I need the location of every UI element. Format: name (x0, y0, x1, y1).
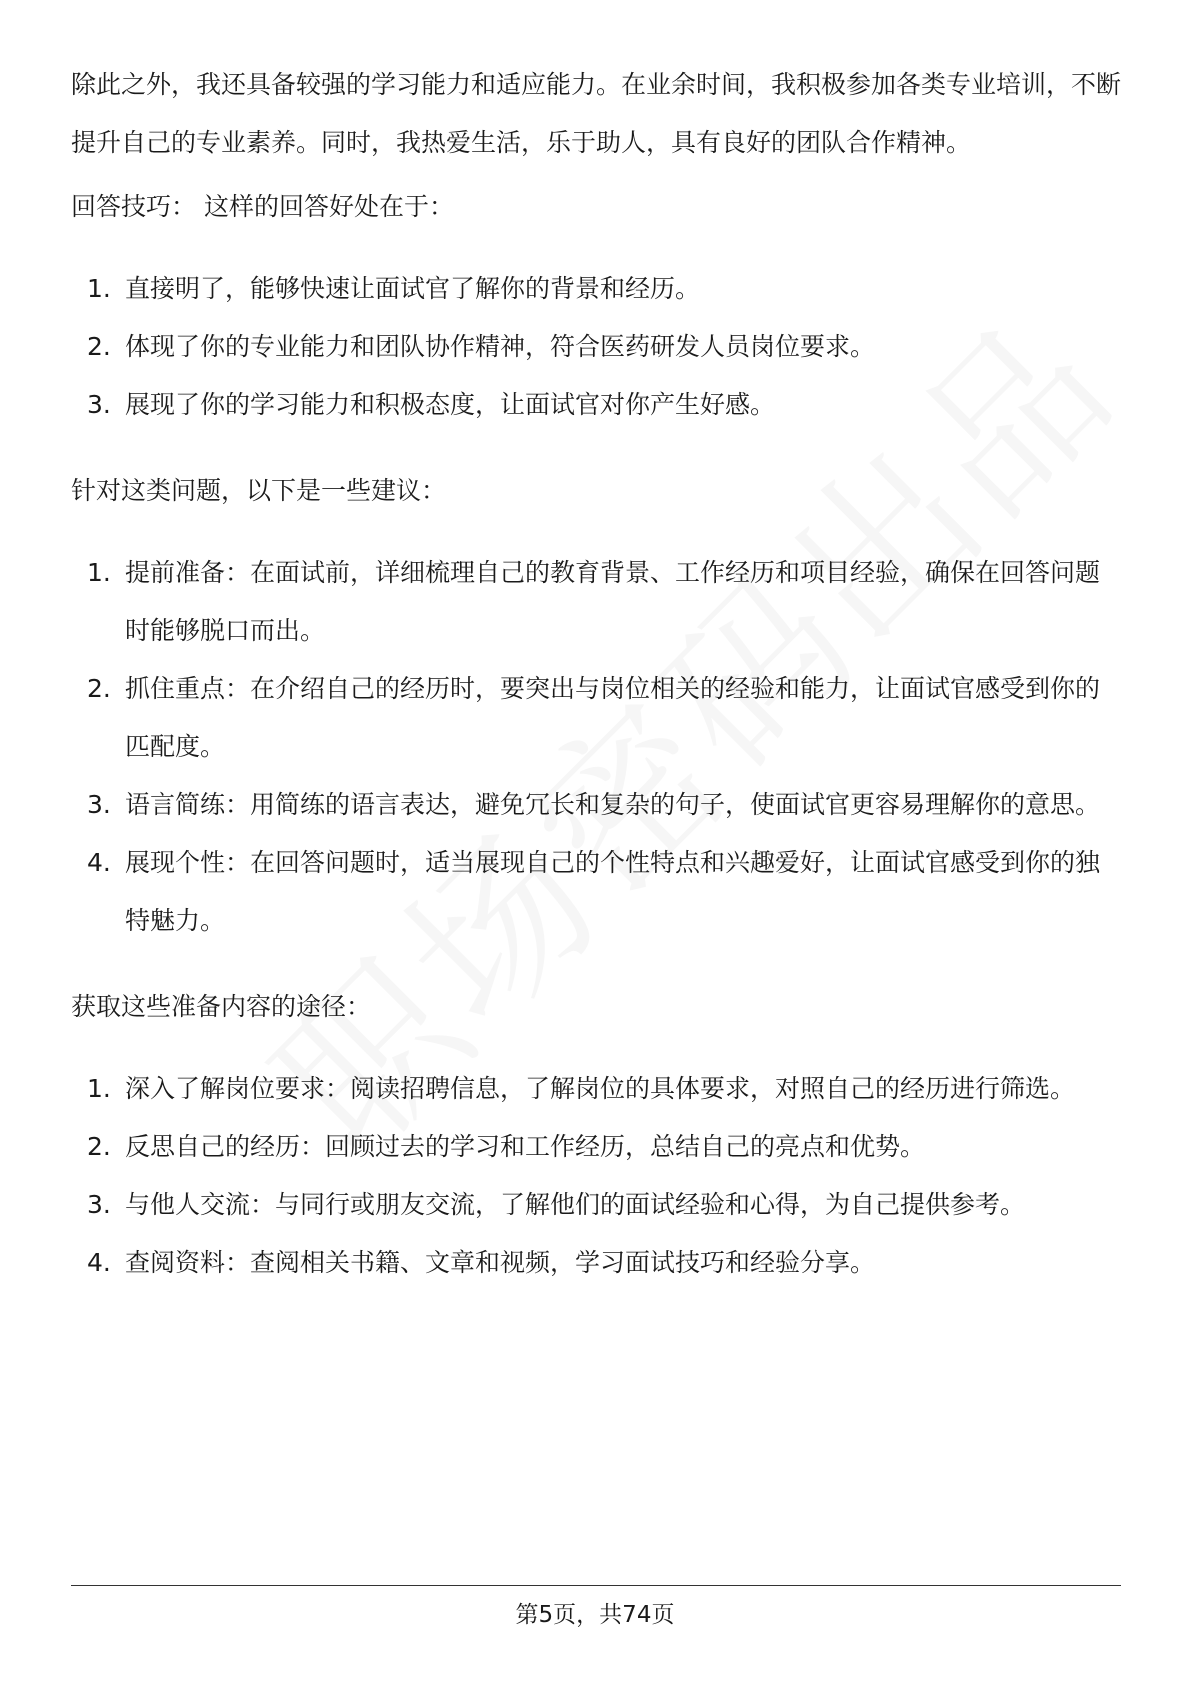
list-item-text: 反思自己的经历：回顾过去的学习和工作经历，总结自己的亮点和优势。 (125, 1132, 926, 1161)
footer-divider (71, 1585, 1121, 1586)
list-item-text: 直接明了，能够快速让面试官了解你的背景和经历。 (125, 274, 701, 303)
list-item (71, 776, 1121, 834)
list-item-number: 3. (87, 790, 111, 819)
list-item-number: 4. (87, 848, 111, 877)
list-item-text: 展现了你的学习能力和积极态度，让面试官对你产生好感。 (125, 390, 776, 419)
sources-list (71, 1060, 1121, 1292)
suggestions-heading: 针对这类问题，以下是一些建议： (71, 476, 447, 505)
list-item-text: 体现了你的专业能力和团队协作精神，符合医药研发人员岗位要求。 (125, 332, 876, 361)
list-item-number: 1. (87, 558, 111, 587)
list-item-text: 抓住重点：在介绍自己的经历时，要突出与岗位相关的经验和能力，让面试官感受到你的匹配度。 (125, 674, 1101, 761)
list-item (71, 544, 1121, 660)
list-item (71, 260, 1121, 318)
list-item-text: 查阅资料：查阅相关书籍、文章和视频，学习面试技巧和经验分享。 (125, 1248, 876, 1277)
tips-list (71, 260, 1121, 434)
list-item-number: 2. (87, 332, 111, 361)
list-item-number: 1. (87, 1074, 111, 1103)
sources-heading: 获取这些准备内容的途径： (71, 992, 372, 1021)
list-item-number: 3. (87, 390, 111, 419)
list-item-number: 4. (87, 1248, 111, 1277)
list-item-text: 提前准备：在面试前，详细梳理自己的教育背景、工作经历和项目经验，确保在回答问题时能够脱口而出。 (125, 558, 1101, 645)
list-item-text: 深入了解岗位要求：阅读招聘信息，了解岗位的具体要求，对照自己的经历进行筛选。 (125, 1074, 1076, 1103)
list-item-number: 1. (87, 274, 111, 303)
list-item (71, 1118, 1121, 1176)
list-item (71, 834, 1121, 950)
list-item-text: 展现个性：在回答问题时，适当展现自己的个性特点和兴趣爱好，让面试官感受到你的独特魅力。 (125, 848, 1101, 935)
tips-heading: 回答技巧： 这样的回答好处在于： (71, 192, 454, 221)
page-content (71, 56, 1121, 1320)
list-item-text: 与他人交流：与同行或朋友交流，了解他们的面试经验和心得，为自己提供参考。 (125, 1190, 1026, 1219)
list-item-number: 2. (87, 1132, 111, 1161)
page-indicator: 第5页，共74页 (515, 1602, 675, 1628)
list-item (71, 376, 1121, 434)
list-item (71, 1234, 1121, 1292)
intro-paragraph: 除此之外，我还具备较强的学习能力和适应能力。在业余时间，我积极参加各类专业培训，不断提升自己的专业素养。同时，我热爱生活，乐于助人，具有良好的团队合作精神。 (71, 70, 1122, 157)
list-item (71, 1176, 1121, 1234)
list-item (71, 1060, 1121, 1118)
list-item-number: 3. (87, 1190, 111, 1219)
suggestions-list (71, 544, 1121, 950)
list-item-number: 2. (87, 674, 111, 703)
list-item (71, 660, 1121, 776)
list-item (71, 318, 1121, 376)
list-item-text: 语言简练：用简练的语言表达，避免冗长和复杂的句子，使面试官更容易理解你的意思。 (125, 790, 1101, 819)
